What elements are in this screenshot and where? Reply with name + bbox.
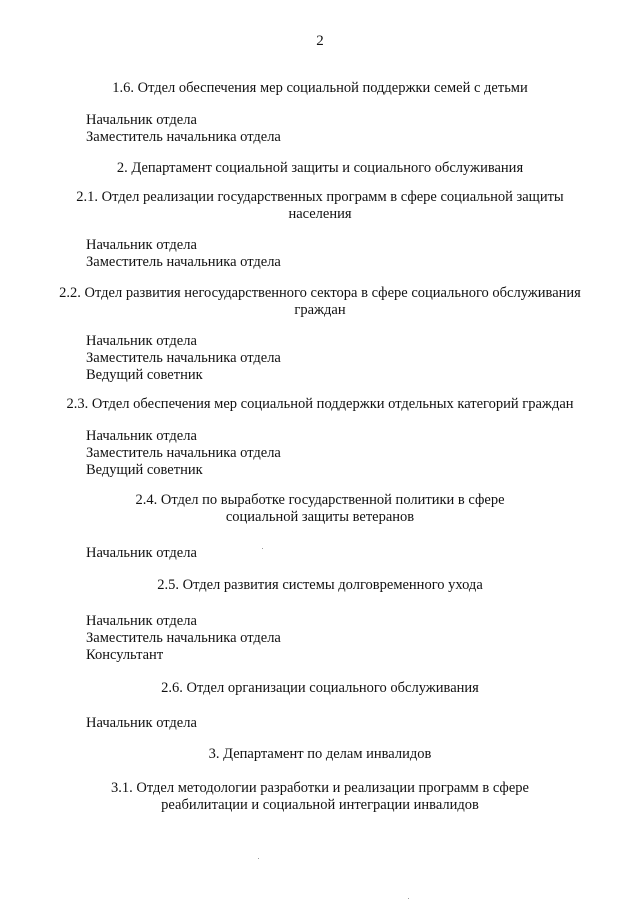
section-2-3-heading: 2.3. Отдел обеспечения мер социальной поддержки отдельных категорий граждан xyxy=(66,396,574,412)
section-2-5-position: Начальник отдела xyxy=(86,613,197,629)
section-2-4-heading-cont: социальной защиты ветеранов xyxy=(225,509,415,525)
section-2-6-heading: 2.6. Отдел организации социального обслуживания xyxy=(161,680,479,696)
section-2-heading: 2. Департамент социальной защиты и социального обслуживания xyxy=(116,160,524,176)
section-2-3-position: Ведущий советник xyxy=(86,462,203,478)
section-2-2-position: Ведущий советник xyxy=(86,367,203,383)
section-1-6-position: Заместитель начальника отдела xyxy=(86,129,281,145)
section-3-1-heading: 3.1. Отдел методологии разработки и реализации программ в сфере xyxy=(111,780,529,796)
section-2-4-position: Начальник отдела xyxy=(86,545,197,561)
section-2-2-heading: 2.2. Отдел развития негосударственного сектора в сфере социального обслуживания xyxy=(59,285,581,301)
section-2-4-heading: 2.4. Отдел по выработке государственной политики в сфере xyxy=(135,492,505,508)
section-2-3-position: Заместитель начальника отдела xyxy=(86,445,281,461)
section-1-6-position: Начальник отдела xyxy=(86,112,197,128)
page-number: 2 xyxy=(316,33,324,49)
section-2-5-position: Консультант xyxy=(86,647,164,663)
section-3-heading: 3. Департамент по делам инвалидов xyxy=(208,746,432,762)
scan-speck xyxy=(262,548,263,549)
section-2-2-heading-cont: граждан xyxy=(294,302,346,318)
section-2-3-position: Начальник отдела xyxy=(86,428,197,444)
section-2-5-position: Заместитель начальника отдела xyxy=(86,630,281,646)
section-1-6-heading: 1.6. Отдел обеспечения мер социальной поддержки семей с детьми xyxy=(112,80,528,96)
section-2-2-position: Начальник отдела xyxy=(86,333,197,349)
section-2-1-heading-cont: населения xyxy=(288,206,352,222)
scan-speck xyxy=(258,858,259,859)
section-2-1-heading: 2.1. Отдел реализации государственных программ в сфере социальной защиты xyxy=(76,189,564,205)
section-2-5-heading: 2.5. Отдел развития системы долговременного ухода xyxy=(157,577,483,593)
section-2-2-position: Заместитель начальника отдела xyxy=(86,350,281,366)
scan-speck xyxy=(408,898,409,899)
section-2-1-position: Начальник отдела xyxy=(86,237,197,253)
section-2-1-position: Заместитель начальника отдела xyxy=(86,254,281,270)
section-3-1-heading-cont: реабилитации и социальной интеграции инвалидов xyxy=(161,797,479,813)
section-2-6-position: Начальник отдела xyxy=(86,715,197,731)
